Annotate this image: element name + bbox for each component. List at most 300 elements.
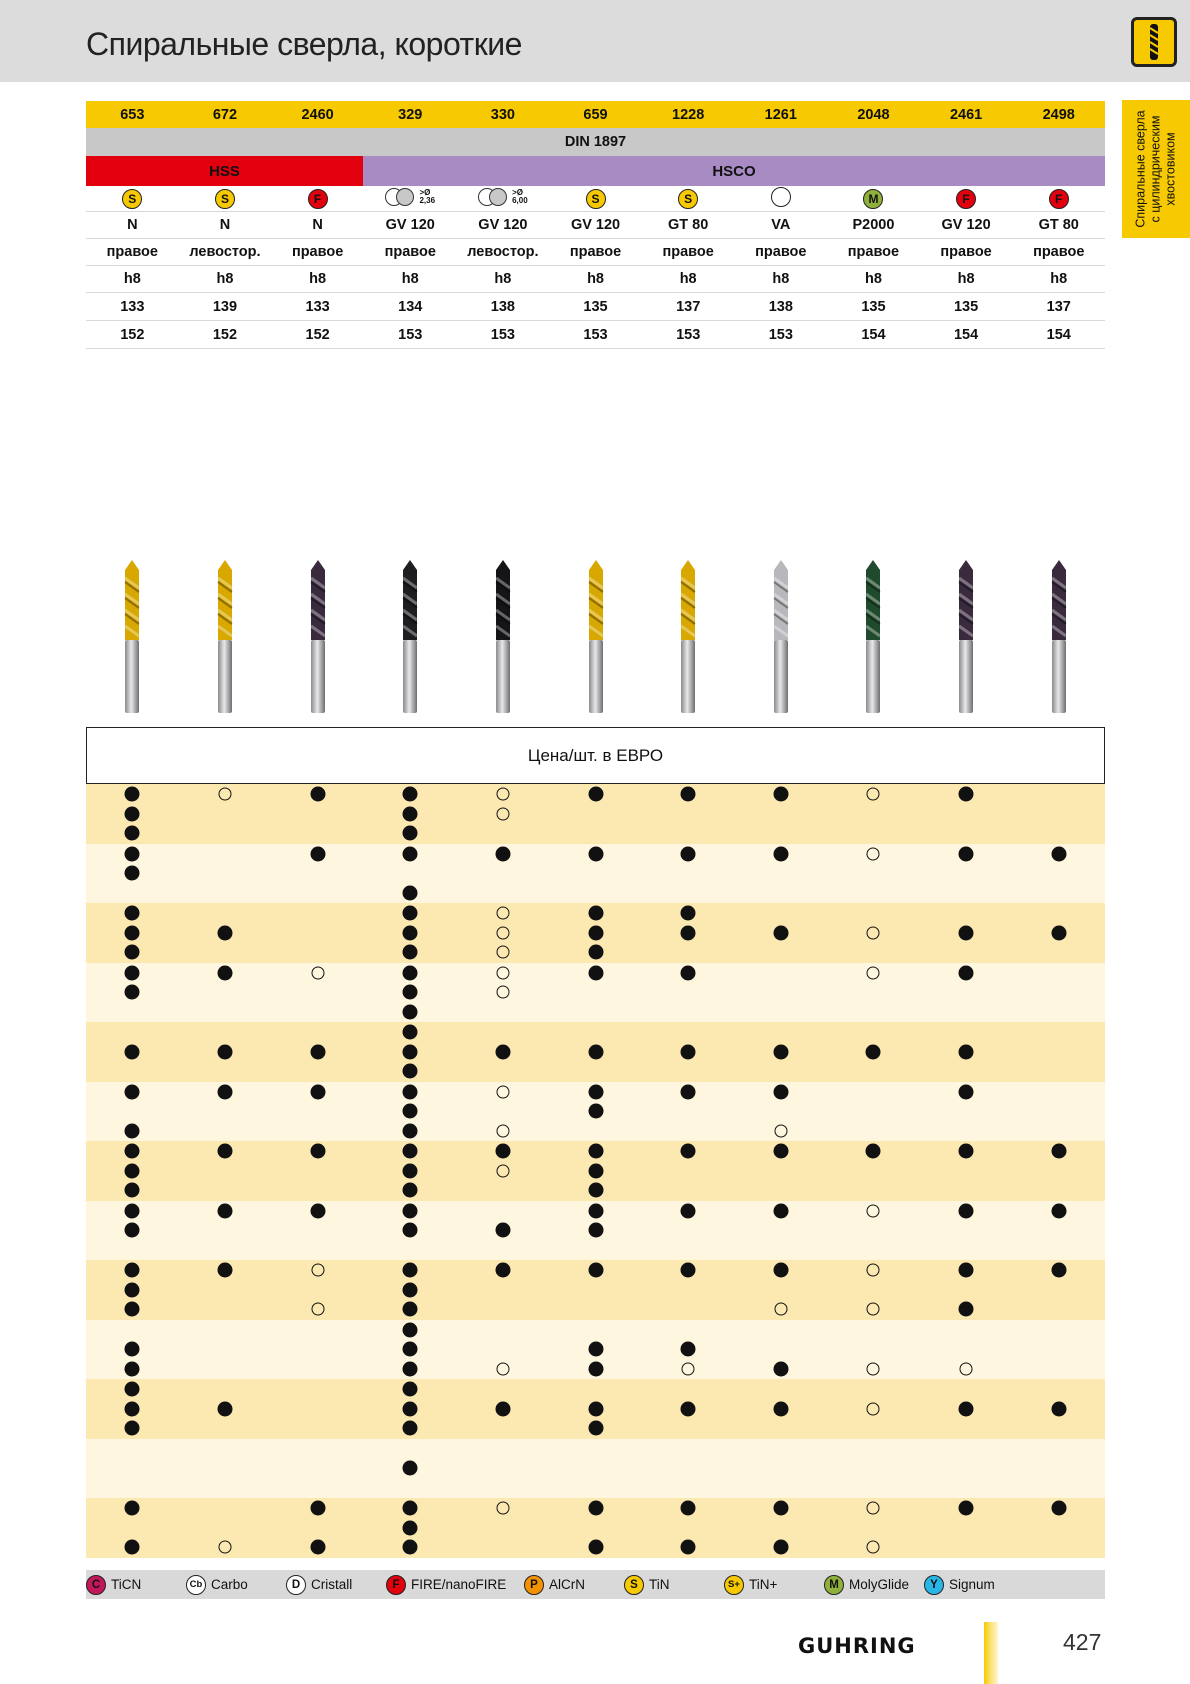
legend-label: MolyGlide — [849, 1577, 910, 1592]
legend-item — [286, 1575, 352, 1595]
coating-badge-icon: S — [586, 189, 606, 209]
available-ring-icon — [496, 966, 509, 979]
availability-band — [86, 1141, 1105, 1201]
available-dot-icon — [217, 965, 232, 980]
side-tab[interactable] — [1122, 100, 1190, 238]
article-number[interactable]: 2461 — [949, 106, 983, 123]
page-reference: 153 — [398, 326, 423, 343]
coating-badge-icon: M — [824, 1575, 844, 1595]
available-dot-icon — [1051, 1203, 1066, 1218]
available-dot-icon — [403, 1461, 418, 1476]
available-dot-icon — [588, 1223, 603, 1238]
material-row — [86, 156, 1105, 186]
coating-cell — [179, 189, 272, 209]
available-dot-icon — [1051, 1263, 1066, 1278]
drill-type: GV 120 — [478, 217, 528, 233]
available-dot-icon — [959, 1302, 974, 1317]
cutting-direction: правое — [847, 244, 900, 260]
available-dot-icon — [310, 787, 325, 802]
page-reference: 133 — [305, 298, 330, 315]
available-dot-icon — [217, 925, 232, 940]
availability-band — [86, 1260, 1105, 1320]
available-dot-icon — [125, 1223, 140, 1238]
legend-label: FIRE/nanoFIRE — [411, 1577, 507, 1592]
coating-badge-icon: F — [1049, 189, 1069, 209]
tolerance-class: h8 — [1050, 271, 1068, 287]
drill-images — [86, 560, 1105, 715]
available-ring-icon — [496, 1124, 509, 1137]
article-number[interactable]: 1261 — [764, 106, 797, 123]
available-dot-icon — [310, 1044, 325, 1059]
available-dot-icon — [773, 1203, 788, 1218]
available-dot-icon — [125, 1163, 140, 1178]
available-dot-icon — [403, 1540, 418, 1555]
page-title: Спиральные сверла, короткие — [86, 26, 522, 62]
available-dot-icon — [959, 1144, 974, 1159]
available-dot-icon — [588, 1203, 603, 1218]
available-dot-icon — [125, 965, 140, 980]
available-dot-icon — [773, 1361, 788, 1376]
available-dot-icon — [125, 787, 140, 802]
available-dot-icon — [959, 1501, 974, 1516]
material-hsco: HSCO — [363, 156, 1105, 186]
side-tab-label: Спиральные сверла с цилиндрическим хвостовиком — [1133, 110, 1178, 228]
available-dot-icon — [125, 1361, 140, 1376]
coating-badge-icon: Cb — [186, 1575, 206, 1595]
available-dot-icon — [959, 1401, 974, 1416]
page-number: 427 — [1063, 1629, 1102, 1655]
cutting-direction: левостор. — [467, 244, 539, 260]
available-dot-icon — [125, 1183, 140, 1198]
available-dot-icon — [217, 1044, 232, 1059]
available-dot-icon — [125, 925, 140, 940]
drill-type: GT 80 — [668, 217, 709, 233]
page-reference: 138 — [768, 298, 793, 315]
coating-badge-icon: F — [956, 189, 976, 209]
available-dot-icon — [125, 1382, 140, 1397]
available-ring-icon — [496, 907, 509, 920]
availability-band — [86, 1022, 1105, 1082]
available-dot-icon — [403, 1302, 418, 1317]
available-dot-icon — [959, 846, 974, 861]
available-dot-icon — [959, 1263, 974, 1278]
cutting-direction: правое — [291, 244, 344, 260]
available-dot-icon — [588, 1342, 603, 1357]
page-reference: 152 — [120, 326, 145, 343]
available-dot-icon — [125, 806, 140, 821]
available-dot-icon — [403, 906, 418, 921]
cutting-direction: правое — [384, 244, 436, 260]
availability-band — [86, 903, 1105, 963]
available-dot-icon — [588, 1163, 603, 1178]
available-dot-icon — [773, 1263, 788, 1278]
coating-badge-icon: M — [863, 189, 883, 209]
available-dot-icon — [125, 1302, 140, 1317]
coating-badge-icon: S+ — [724, 1575, 744, 1595]
available-dot-icon — [403, 985, 418, 1000]
standard-row: DIN 1897 — [86, 128, 1105, 156]
available-dot-icon — [403, 1282, 418, 1297]
available-dot-icon — [681, 846, 696, 861]
tolerance-row — [86, 266, 1105, 293]
uncoated-coated-icon — [478, 188, 528, 206]
brand-bar — [984, 1622, 998, 1684]
available-dot-icon — [125, 1203, 140, 1218]
available-dot-icon — [403, 1223, 418, 1238]
cutting-direction: правое — [1033, 244, 1085, 260]
page-ref-row-1 — [86, 293, 1105, 321]
available-dot-icon — [125, 945, 140, 960]
available-dot-icon — [959, 1084, 974, 1099]
coating-row — [86, 186, 1105, 212]
drill-type: GV 120 — [941, 217, 991, 233]
availability-band — [86, 844, 1105, 904]
available-dot-icon — [959, 1044, 974, 1059]
available-ring-icon — [311, 1303, 324, 1316]
drill-image — [399, 560, 421, 715]
available-ring-icon — [496, 1362, 509, 1375]
coating-cell — [549, 189, 642, 209]
page-reference: 154 — [1046, 326, 1071, 343]
article-number-row — [86, 101, 1105, 128]
available-dot-icon — [588, 945, 603, 960]
page-reference: 138 — [490, 298, 515, 315]
available-dot-icon — [588, 1144, 603, 1159]
available-dot-icon — [773, 1501, 788, 1516]
available-dot-icon — [681, 1401, 696, 1416]
drill-type: GV 120 — [385, 217, 435, 233]
tolerance-class: h8 — [494, 271, 512, 287]
available-dot-icon — [773, 1044, 788, 1059]
available-ring-icon — [682, 1362, 695, 1375]
tolerance-class: h8 — [957, 271, 975, 287]
coating-badge-icon: S — [122, 189, 142, 209]
available-dot-icon — [310, 1203, 325, 1218]
coating-cell — [271, 189, 364, 209]
tolerance-class: h8 — [123, 271, 141, 287]
available-dot-icon — [588, 1183, 603, 1198]
article-number[interactable]: 659 — [583, 106, 608, 123]
available-dot-icon — [681, 925, 696, 940]
page-reference: 153 — [768, 326, 793, 343]
available-dot-icon — [217, 1401, 232, 1416]
availability-band — [86, 1201, 1105, 1261]
legend-item — [924, 1575, 995, 1595]
drill-type: N — [127, 217, 138, 233]
available-dot-icon — [125, 1421, 140, 1436]
available-dot-icon — [495, 1401, 510, 1416]
availability-band — [86, 1082, 1105, 1142]
available-dot-icon — [310, 1540, 325, 1555]
tolerance-class: h8 — [679, 271, 697, 287]
available-dot-icon — [125, 1540, 140, 1555]
available-dot-icon — [681, 1501, 696, 1516]
legend-item — [524, 1575, 585, 1595]
brand-logo: GUHRING — [798, 1634, 916, 1658]
available-dot-icon — [588, 925, 603, 940]
available-dot-icon — [403, 787, 418, 802]
available-dot-icon — [588, 1044, 603, 1059]
page-reference: 134 — [398, 298, 423, 315]
material-hss: HSS — [86, 156, 363, 186]
drill-image — [492, 560, 514, 715]
available-dot-icon — [125, 1044, 140, 1059]
available-dot-icon — [403, 885, 418, 900]
available-dot-icon — [403, 945, 418, 960]
header-bar — [0, 0, 1190, 82]
tolerance-class: h8 — [401, 271, 419, 287]
available-dot-icon — [403, 1382, 418, 1397]
cutting-direction: правое — [662, 244, 714, 260]
available-dot-icon — [403, 1401, 418, 1416]
coating-badge-icon: S — [624, 1575, 644, 1595]
available-dot-icon — [588, 1501, 603, 1516]
available-dot-icon — [773, 787, 788, 802]
available-dot-icon — [495, 1223, 510, 1238]
available-ring-icon — [867, 788, 880, 801]
available-ring-icon — [496, 926, 509, 939]
article-number[interactable]: 330 — [490, 106, 515, 123]
cutting-direction: левостор. — [189, 244, 261, 260]
drill-image — [770, 560, 792, 715]
available-dot-icon — [403, 1501, 418, 1516]
legend-item — [824, 1575, 909, 1595]
available-dot-icon — [866, 1144, 881, 1159]
available-dot-icon — [681, 1540, 696, 1555]
spec-table — [86, 101, 1105, 349]
available-dot-icon — [1051, 1501, 1066, 1516]
available-dot-icon — [125, 1342, 140, 1357]
available-ring-icon — [496, 1164, 509, 1177]
available-dot-icon — [588, 1263, 603, 1278]
available-dot-icon — [217, 1263, 232, 1278]
available-ring-icon — [496, 807, 509, 820]
available-dot-icon — [125, 826, 140, 841]
available-dot-icon — [588, 1104, 603, 1119]
price-header — [86, 727, 1105, 784]
availability-band — [86, 1320, 1105, 1380]
coating-cell — [642, 189, 735, 209]
available-ring-icon — [774, 1124, 787, 1137]
drill-image — [1048, 560, 1070, 715]
article-number[interactable]: 2498 — [1042, 106, 1075, 123]
page-reference: 137 — [676, 298, 701, 315]
coating-badge-icon: D — [286, 1575, 306, 1595]
page-reference: 152 — [305, 326, 330, 343]
available-dot-icon — [681, 1203, 696, 1218]
price-label: Цена/шт. в ЕВРО — [527, 745, 664, 765]
available-dot-icon — [959, 925, 974, 940]
tolerance-class: h8 — [587, 271, 604, 287]
available-ring-icon — [311, 966, 324, 979]
available-ring-icon — [867, 1264, 880, 1277]
available-dot-icon — [217, 1144, 232, 1159]
legend-label: AlCrN — [549, 1577, 585, 1592]
coating-cell — [1012, 189, 1105, 209]
available-dot-icon — [125, 846, 140, 861]
available-dot-icon — [125, 985, 140, 1000]
page-reference: 154 — [861, 326, 886, 343]
legend-label: Carbo — [211, 1577, 248, 1592]
type-row — [86, 212, 1105, 239]
available-ring-icon — [867, 1402, 880, 1415]
drill-logo-icon — [1131, 17, 1177, 67]
drill-image — [955, 560, 977, 715]
availability-band — [86, 784, 1105, 844]
legend-item — [186, 1575, 248, 1595]
available-ring-icon — [867, 1502, 880, 1515]
available-dot-icon — [403, 1123, 418, 1138]
coating-badge-icon: F — [386, 1575, 406, 1595]
diameter-threshold: >Ø 6,00 — [512, 187, 528, 205]
coating-badge-icon: P — [524, 1575, 544, 1595]
page-reference: 153 — [583, 326, 608, 343]
article-number[interactable]: 672 — [212, 106, 238, 123]
available-ring-icon — [496, 986, 509, 999]
legend-item — [624, 1575, 670, 1595]
available-dot-icon — [773, 1540, 788, 1555]
available-dot-icon — [310, 1501, 325, 1516]
available-ring-icon — [496, 1085, 509, 1098]
drill-image — [214, 560, 236, 715]
available-dot-icon — [403, 1421, 418, 1436]
available-dot-icon — [403, 1025, 418, 1040]
coating-cell — [86, 189, 179, 209]
available-dot-icon — [125, 906, 140, 921]
drill-type: VA — [771, 217, 791, 233]
available-dot-icon — [681, 1342, 696, 1357]
available-dot-icon — [1051, 925, 1066, 940]
article-number[interactable]: 2460 — [301, 106, 334, 123]
available-ring-icon — [867, 1541, 880, 1554]
coating-badge-icon — [771, 187, 791, 207]
page-reference: 152 — [212, 326, 238, 343]
available-dot-icon — [959, 787, 974, 802]
available-dot-icon — [588, 906, 603, 921]
article-number[interactable]: 653 — [120, 106, 145, 123]
available-dot-icon — [1051, 1401, 1066, 1416]
available-dot-icon — [125, 866, 140, 881]
drill-type: P2000 — [852, 217, 895, 233]
page-reference: 154 — [953, 326, 979, 343]
available-dot-icon — [1051, 846, 1066, 861]
coating-badge-icon: C — [86, 1575, 106, 1595]
available-dot-icon — [773, 1084, 788, 1099]
available-dot-icon — [125, 1282, 140, 1297]
coating-badge-icon: S — [678, 189, 698, 209]
available-dot-icon — [959, 1203, 974, 1218]
coating-legend — [86, 1570, 1105, 1599]
availability-band — [86, 1379, 1105, 1439]
available-dot-icon — [403, 826, 418, 841]
available-ring-icon — [311, 1264, 324, 1277]
cutting-direction: правое — [569, 244, 622, 260]
available-ring-icon — [496, 946, 509, 959]
coating-badge-icon: F — [308, 189, 328, 209]
page-reference: 139 — [212, 298, 238, 315]
legend-label: TiN — [649, 1577, 670, 1592]
available-dot-icon — [681, 1263, 696, 1278]
available-dot-icon — [125, 1263, 140, 1278]
available-ring-icon — [218, 788, 231, 801]
tolerance-class: h8 — [772, 271, 790, 287]
page-reference: 135 — [861, 298, 886, 315]
coating-cell — [827, 189, 920, 209]
page-reference: 137 — [1046, 298, 1071, 315]
page-reference: 153 — [490, 326, 515, 343]
available-dot-icon — [403, 1361, 418, 1376]
available-dot-icon — [773, 925, 788, 940]
available-ring-icon — [496, 788, 509, 801]
available-dot-icon — [403, 1084, 418, 1099]
legend-item — [724, 1575, 777, 1595]
available-dot-icon — [403, 1144, 418, 1159]
available-dot-icon — [588, 846, 603, 861]
available-ring-icon — [496, 1502, 509, 1515]
availability-grid — [86, 784, 1105, 1558]
available-dot-icon — [588, 1084, 603, 1099]
available-ring-icon — [867, 1362, 880, 1375]
legend-label: Signum — [949, 1577, 995, 1592]
available-dot-icon — [310, 846, 325, 861]
coating-badge-icon: Y — [924, 1575, 944, 1595]
available-dot-icon — [310, 1084, 325, 1099]
available-dot-icon — [588, 1421, 603, 1436]
available-dot-icon — [681, 1084, 696, 1099]
available-ring-icon — [774, 1303, 787, 1316]
available-dot-icon — [681, 787, 696, 802]
article-number[interactable]: 329 — [398, 106, 423, 123]
available-dot-icon — [403, 846, 418, 861]
availability-band — [86, 1498, 1105, 1558]
cutting-direction: правое — [755, 244, 807, 260]
available-ring-icon — [867, 926, 880, 939]
available-dot-icon — [681, 1144, 696, 1159]
drill-type: GT 80 — [1038, 217, 1079, 233]
available-dot-icon — [773, 1144, 788, 1159]
coating-cell — [364, 188, 457, 210]
available-dot-icon — [681, 906, 696, 921]
available-dot-icon — [403, 1342, 418, 1357]
available-dot-icon — [495, 1263, 510, 1278]
available-dot-icon — [125, 1144, 140, 1159]
available-dot-icon — [773, 1401, 788, 1416]
article-number[interactable]: 2048 — [857, 106, 890, 123]
available-dot-icon — [403, 1163, 418, 1178]
article-number[interactable]: 1228 — [672, 106, 705, 123]
drill-image — [307, 560, 329, 715]
available-dot-icon — [217, 1203, 232, 1218]
available-dot-icon — [588, 1401, 603, 1416]
tolerance-class: h8 — [216, 271, 234, 287]
available-dot-icon — [495, 1144, 510, 1159]
available-dot-icon — [403, 1104, 418, 1119]
available-dot-icon — [866, 1044, 881, 1059]
available-dot-icon — [125, 1084, 140, 1099]
available-ring-icon — [960, 1362, 973, 1375]
drill-type: GV 120 — [570, 217, 621, 233]
available-dot-icon — [959, 965, 974, 980]
available-dot-icon — [310, 1144, 325, 1159]
available-dot-icon — [403, 1183, 418, 1198]
legend-label: TiCN — [111, 1577, 142, 1592]
page-reference: 133 — [120, 298, 145, 315]
available-dot-icon — [403, 806, 418, 821]
uncoated-coated-icon — [385, 188, 435, 206]
available-dot-icon — [403, 925, 418, 940]
available-ring-icon — [867, 1303, 880, 1316]
page-reference: 153 — [676, 326, 701, 343]
